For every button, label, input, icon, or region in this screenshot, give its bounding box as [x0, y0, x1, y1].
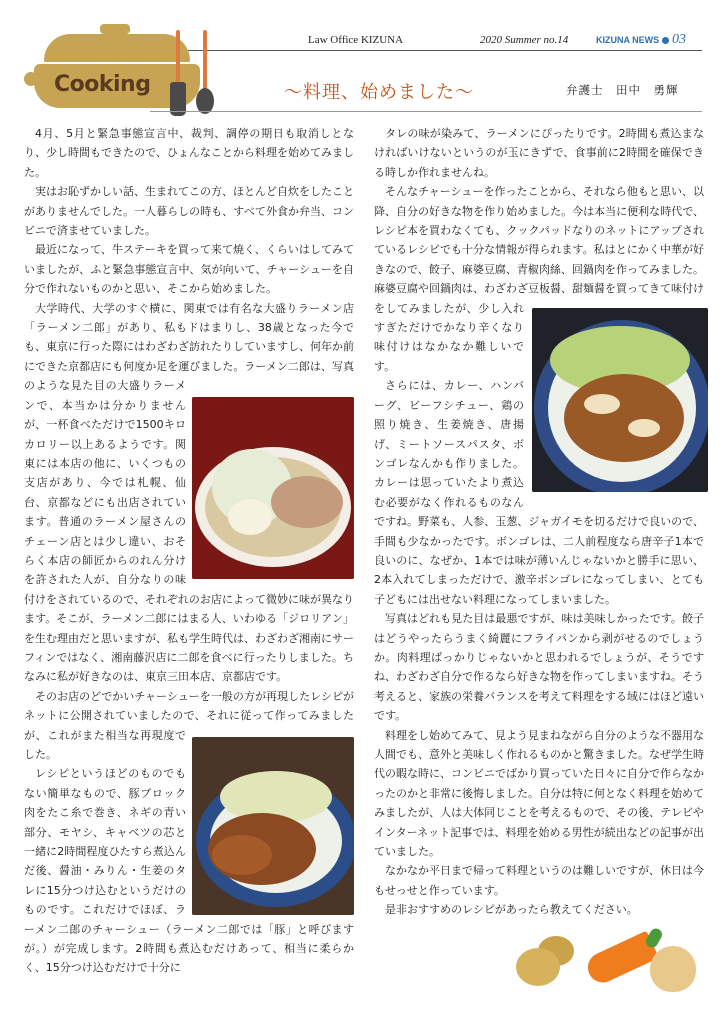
right-column — [374, 124, 704, 920]
mapo-stir-fry-photo — [532, 308, 708, 492]
pot-knob — [100, 24, 130, 34]
cooking-label: Cooking — [54, 72, 151, 97]
author-name: 弁護士 田中 勇輝 — [566, 83, 679, 97]
page-number: 03 — [672, 32, 686, 47]
paragraph: さらには、カレー、ハンバーグ、ビーフシチュー、鶏の照り焼き、生姜焼き、唐揚げ、ミートソースパスタ、ボンゴレなんかも作りました。カレーは思っていたより煮込む必要がなく作れるものなんですね。野菜も、人参、玉葱、ジャガイモを切るだけで良いので、手間も少なかったです。ボンゴレは、二人前程度なら唐辛子1本で良いのに、なぜか、1本では味が薄いんじゃないかと勝手に思い、2本入れてしまっただけで、激辛ボンゴレになってしまい、とても子どもには出せない料理になってしまいました。 — [374, 379, 704, 606]
paragraph: なかなか平日まで帰って料理というのは難しいですが、休日は今もせっせと作っています。 — [374, 864, 704, 897]
cooking-pot-logo — [24, 20, 214, 120]
issue-label: 2020 Summer no.14 — [480, 34, 569, 46]
paragraph: 料理をし始めてみて、見よう見まねながら自分のような不器用な人間でも、意外と美味しく作れるものかと驚きました。なぜ学生時代の暇な時に、コンビニでばかり買っていた日々に自分で作らなかったのかと非常に後悔しました。自分は特に何となく料理を始めてみましたが、人は大体同じことを考えるもので、その後、テレビやインターネット記事では、料理を始める男性が続出などの記事が出ていました。 — [374, 728, 704, 859]
paragraph: 最近になって、牛ステーキを買って来て焼く、くらいはしてみていましたが、ふと緊急事態宣言中、気が向いて、チャーシューを自分で作れないものかと思い、そこから始めました。 — [24, 243, 354, 296]
pot-lid — [44, 34, 190, 62]
chashu-photo — [192, 737, 354, 915]
spatula-icon — [170, 30, 186, 118]
title-divider — [150, 111, 702, 112]
paragraph: そんなチャーシューを作ったことから、それなら他もと思い、以降、自分の好きな物を作り始めました。今は本当に便利な時代で、レシピ本を買わなくても、クックパッドなりのネットにアップされているレシピでも十分な情報が得られます。私はとにかく中華が好きなので、餃子、麻婆豆腐、青椒肉絲、回鍋肉を作ってみました。麻婆豆腐や回鍋肉は、わざわざ豆板醤、甜麺醤を買ってきて味付けをしてみましたが、少し入れすぎただけでかなり辛くなり味付けはなかなか難しいです。 — [374, 185, 704, 373]
vegetables-illustration — [508, 928, 708, 1008]
bullet-icon — [662, 37, 669, 44]
paragraph: 実はお恥ずかしい話、生まれてこの方、ほとんど自炊をしたことがありませんでした。一人暮らしの時も、すべて外食か弁当、コンビニで済ませていました。 — [24, 185, 354, 238]
ramen-photo — [192, 397, 354, 579]
onion-icon — [650, 946, 696, 992]
ladle-icon — [196, 30, 214, 118]
header-divider — [150, 50, 702, 51]
news-label: KIZUNA NEWS — [596, 35, 669, 45]
paragraph: タレの味が染みて、ラーメンにぴったりです。2時間も煮込まなければいけないというのが玉にきずで、食事前に2時間を確保できる時しか作れませんね。 — [374, 127, 704, 179]
article-title: ～料理、始めました～ — [284, 82, 474, 103]
paragraph: そのお店のどでかいチャーシューを一般の方が再現したレシピがネットに公開されていましたので、それに従って作ってみましたが、これがまた相当な再現度でした。 — [24, 689, 354, 761]
paragraph: 是非おすすめのレシピがあったら教えてください。 — [385, 903, 638, 917]
paragraph: 大学時代、大学のすぐ横に、関東では有名な大盛りラーメン店「ラーメン二郎」があり、私もドはまりし、38歳となった今でも、東京に行った際にはわざわざ訪れたりしていますし、何年か前にできた京都店にも何度か足を運びました。ラーメン二郎は、写真のような見た目の大盛りラーメンで、本当かは分かりませんが、一杯食べただけで1500キロカロリー以上あるようです。関東には本店の他に、いくつもの支店があり、今では札幌、仙台、京都などにも出店されています。普通のラーメン屋さんのチェーン店とは少し違い、おそらく本店の師匠からのれん分けを許された人が、自分なりの味付けをされているので、それぞれのお店によって微妙に味が異なります。そこが、ラーメン二郎にはまる人、いわゆる「ジロリアン」を生む理由だと思いますが、私も学生時代は、わざわざ湘南にサーフィンではなく、湘南藤沢店に二郎を食べに行ったりしました。ちなみに私が好きなのは、東京三田本店、京都店です。 — [24, 301, 354, 684]
potato-icon — [516, 948, 560, 986]
paragraph: レシピというほどのものでもない簡単なもので、豚ブロック肉をたこ糸で巻き、ネギの青い部分、モヤシ、キャベツの芯と一緒に2時間程度ひたすら煮込んだ後、醤油・みりん・生姜のタレに15分つけ込むというだけのものです。これだけでほぼ、ラーメン二郎のチャーシュー（ラーメン二郎では「豚」と呼びますが。）が完成します。2時間も煮込むだけあって、相当に柔らかく、15分つけ込むだけで十分に — [24, 767, 354, 975]
office-name: Law Office KIZUNA — [308, 34, 404, 46]
paragraph: 4月、5月と緊急事態宣言中、裁判、調停の期日も取消しとなり、少し時間もできたので、ひょんなことから料理を始めてみました。 — [24, 127, 354, 179]
paragraph: 写真はどれも見た目は最悪ですが、味は美味しかったです。餃子はどうやったらうまく綺麗にフライパンから剥がせるのでしょうか。肉料理ばっかりじゃないかと思われるでしょうが、そうですね、わざわざ自分で作るなら好きな物を作ってしまいますね。そう考えると、家族の栄養バランスを考えて料理をする域にはほど遠いです。 — [374, 612, 704, 723]
